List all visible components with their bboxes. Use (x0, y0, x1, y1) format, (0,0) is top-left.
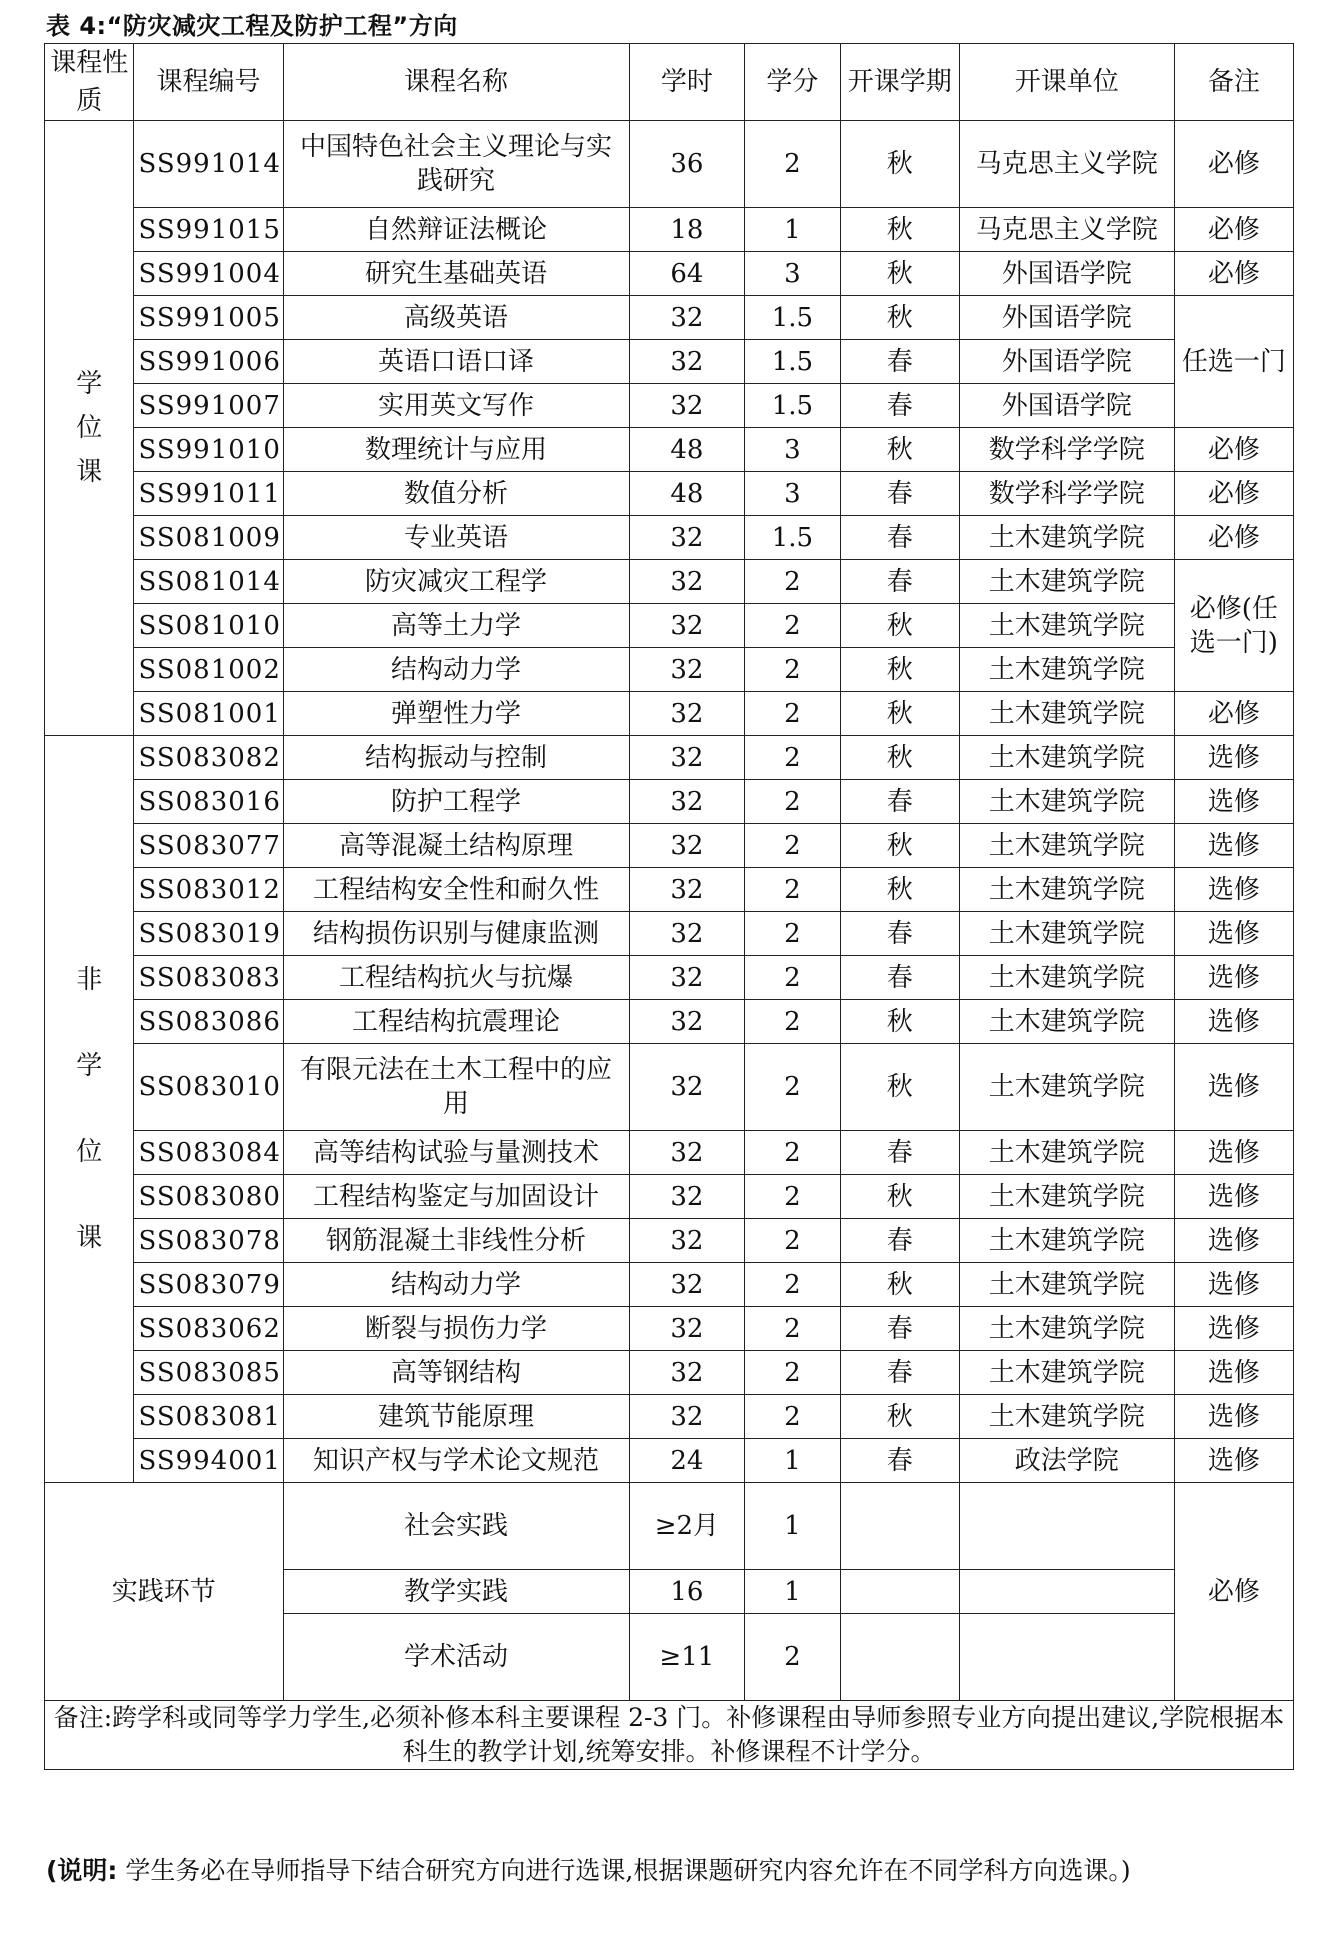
practice-term-empty (840, 1614, 959, 1701)
practice-term-empty (840, 1570, 959, 1614)
course-remark: 选修 (1174, 1351, 1293, 1395)
course-credits: 1 (745, 208, 840, 252)
course-credits: 2 (745, 692, 840, 736)
course-unit: 外国语学院 (959, 252, 1174, 296)
practice-unit-empty (959, 1570, 1174, 1614)
course-name: 钢筋混凝土非线性分析 (283, 1219, 629, 1263)
header-term: 开课学期 (840, 44, 959, 121)
course-unit: 土木建筑学院 (959, 824, 1174, 868)
course-hours: 32 (629, 912, 745, 956)
course-hours: 32 (629, 1044, 745, 1131)
course-code: SS081014 (134, 560, 283, 604)
header-row (45, 44, 1294, 121)
course-hours: 32 (629, 1219, 745, 1263)
table-row (45, 252, 1294, 296)
course-name: 工程结构抗火与抗爆 (283, 956, 629, 1000)
course-unit: 土木建筑学院 (959, 912, 1174, 956)
table-row (45, 1439, 1294, 1483)
course-code: SS081010 (134, 604, 283, 648)
table-row (45, 340, 1294, 384)
practice-name: 学术活动 (283, 1614, 629, 1701)
practice-hours: 16 (629, 1570, 745, 1614)
table-caption: 表 4:“防灾减灾工程及防护工程”方向 (46, 12, 458, 40)
course-hours: 32 (629, 780, 745, 824)
course-hours: 32 (629, 1175, 745, 1219)
course-name: 工程结构安全性和耐久性 (283, 868, 629, 912)
course-code: SS991010 (134, 428, 283, 472)
course-remark: 选修 (1174, 1000, 1293, 1044)
header-unit: 开课单位 (959, 44, 1174, 121)
header-hours: 学时 (629, 44, 745, 121)
course-name: 高等混凝土结构原理 (283, 824, 629, 868)
table-row (45, 1351, 1294, 1395)
course-credits: 2 (745, 1263, 840, 1307)
course-remark: 选修 (1174, 780, 1293, 824)
course-term: 秋 (840, 824, 959, 868)
table-row (45, 736, 1294, 780)
course-unit: 土木建筑学院 (959, 1395, 1174, 1439)
course-code: SS083085 (134, 1351, 283, 1395)
course-unit: 土木建筑学院 (959, 560, 1174, 604)
category-char: 学 (76, 369, 103, 399)
course-unit: 土木建筑学院 (959, 1307, 1174, 1351)
table-row (45, 1000, 1294, 1044)
course-unit: 外国语学院 (959, 384, 1174, 428)
course-credits: 2 (745, 1351, 840, 1395)
course-remark: 选修 (1174, 1263, 1293, 1307)
course-name: 工程结构抗震理论 (283, 1000, 629, 1044)
table-row (45, 1175, 1294, 1219)
course-hours: 36 (629, 121, 745, 208)
course-code: SS081001 (134, 692, 283, 736)
course-term: 春 (840, 956, 959, 1000)
course-unit: 土木建筑学院 (959, 516, 1174, 560)
practice-name: 教学实践 (283, 1570, 629, 1614)
course-remark: 必修 (1174, 428, 1293, 472)
table-row (45, 912, 1294, 956)
course-hours: 32 (629, 340, 745, 384)
course-code: SS083010 (134, 1044, 283, 1131)
course-code: SS081009 (134, 516, 283, 560)
table-row (45, 296, 1294, 340)
course-hours: 32 (629, 604, 745, 648)
course-term: 秋 (840, 208, 959, 252)
practice-term-empty (840, 1483, 959, 1570)
course-credits: 2 (745, 1131, 840, 1175)
course-credits: 1.5 (745, 384, 840, 428)
course-remark: 任选一门 (1174, 296, 1293, 428)
course-hours: 32 (629, 1131, 745, 1175)
header-credits: 学分 (745, 44, 840, 121)
course-credits: 3 (745, 428, 840, 472)
course-credits: 2 (745, 648, 840, 692)
course-credits: 3 (745, 252, 840, 296)
course-term: 春 (840, 1307, 959, 1351)
course-name: 研究生基础英语 (283, 252, 629, 296)
course-unit: 土木建筑学院 (959, 692, 1174, 736)
course-remark: 选修 (1174, 1307, 1293, 1351)
course-unit: 土木建筑学院 (959, 868, 1174, 912)
course-term: 春 (840, 1131, 959, 1175)
course-name: 实用英文写作 (283, 384, 629, 428)
course-name: 结构损伤识别与健康监测 (283, 912, 629, 956)
table-row (45, 648, 1294, 692)
course-unit: 土木建筑学院 (959, 1219, 1174, 1263)
practice-credits: 1 (745, 1483, 840, 1570)
course-term: 秋 (840, 1000, 959, 1044)
course-name: 知识产权与学术论文规范 (283, 1439, 629, 1483)
header-remark: 备注 (1174, 44, 1293, 121)
course-hours: 32 (629, 956, 745, 1000)
course-code: SS991014 (134, 121, 283, 208)
practice-credits: 2 (745, 1614, 840, 1701)
course-code: SS083083 (134, 956, 283, 1000)
course-credits: 2 (745, 736, 840, 780)
table-row (45, 472, 1294, 516)
explanation (46, 1840, 1296, 1902)
course-code: SS991004 (134, 252, 283, 296)
course-remark: 必修 (1174, 472, 1293, 516)
course-term: 春 (840, 912, 959, 956)
course-table (44, 43, 1294, 1770)
course-term: 春 (840, 384, 959, 428)
course-unit: 外国语学院 (959, 296, 1174, 340)
course-name: 有限元法在土木工程中的应用 (283, 1044, 629, 1131)
course-term: 秋 (840, 648, 959, 692)
course-name: 建筑节能原理 (283, 1395, 629, 1439)
practice-hours: ≥2月 (629, 1483, 745, 1570)
course-term: 秋 (840, 692, 959, 736)
course-hours: 64 (629, 252, 745, 296)
course-remark: 必修 (1174, 692, 1293, 736)
course-hours: 32 (629, 824, 745, 868)
course-unit: 土木建筑学院 (959, 1044, 1174, 1131)
course-remark: 选修 (1174, 1439, 1293, 1483)
course-code: SS083086 (134, 1000, 283, 1044)
course-code: SS991011 (134, 472, 283, 516)
course-unit: 土木建筑学院 (959, 956, 1174, 1000)
category-char: 位 (76, 413, 103, 443)
course-unit: 土木建筑学院 (959, 604, 1174, 648)
course-credits: 2 (745, 1000, 840, 1044)
category-char: 位 (76, 1137, 103, 1167)
course-remark: 必修 (1174, 121, 1293, 208)
course-code: SS083082 (134, 736, 283, 780)
course-name: 结构动力学 (283, 1263, 629, 1307)
table-row (45, 1395, 1294, 1439)
course-credits: 2 (745, 121, 840, 208)
course-hours: 32 (629, 868, 745, 912)
course-hours: 32 (629, 1000, 745, 1044)
practice-unit-empty (959, 1483, 1174, 1570)
course-unit: 政法学院 (959, 1439, 1174, 1483)
course-name: 自然辩证法概论 (283, 208, 629, 252)
course-credits: 2 (745, 560, 840, 604)
explanation-text: 学生务必在导师指导下结合研究方向进行选课,根据课题研究内容允许在不同学科方向选课。) (125, 1856, 1131, 1885)
course-credits: 2 (745, 1219, 840, 1263)
note-text: 备注:跨学科或同等学力学生,必须补修本科主要课程 2-3 门。补修课程由导师参照专业方向提出建议,学院根据本科生的教学计划,统筹安排。补修课程不计学分。 (45, 1701, 1294, 1770)
course-hours: 32 (629, 1263, 745, 1307)
course-remark: 必修 (1174, 516, 1293, 560)
course-unit: 土木建筑学院 (959, 1263, 1174, 1307)
course-remark: 选修 (1174, 1131, 1293, 1175)
course-hours: 32 (629, 736, 745, 780)
course-remark: 必修 (1174, 208, 1293, 252)
practice-credits: 1 (745, 1570, 840, 1614)
course-credits: 3 (745, 472, 840, 516)
course-remark: 选修 (1174, 912, 1293, 956)
course-remark: 选修 (1174, 868, 1293, 912)
course-code: SS991015 (134, 208, 283, 252)
course-name: 高等结构试验与量测技术 (283, 1131, 629, 1175)
course-code: SS991005 (134, 296, 283, 340)
table-row (45, 1307, 1294, 1351)
table-row (45, 428, 1294, 472)
course-unit: 土木建筑学院 (959, 1351, 1174, 1395)
course-remark: 选修 (1174, 824, 1293, 868)
course-code: SS083081 (134, 1395, 283, 1439)
course-credits: 2 (745, 1175, 840, 1219)
course-hours: 32 (629, 1307, 745, 1351)
course-term: 秋 (840, 736, 959, 780)
course-remark: 选修 (1174, 1395, 1293, 1439)
course-name: 英语口语口译 (283, 340, 629, 384)
practice-name: 社会实践 (283, 1483, 629, 1570)
course-hours: 32 (629, 692, 745, 736)
course-credits: 2 (745, 1307, 840, 1351)
course-term: 秋 (840, 252, 959, 296)
table-row (45, 516, 1294, 560)
table-row (45, 1263, 1294, 1307)
header-nature: 课程性质 (45, 44, 134, 121)
practice-unit-empty (959, 1614, 1174, 1701)
course-code: SS991007 (134, 384, 283, 428)
course-code: SS083062 (134, 1307, 283, 1351)
course-term: 秋 (840, 428, 959, 472)
course-name: 断裂与损伤力学 (283, 1307, 629, 1351)
course-unit: 马克思主义学院 (959, 121, 1174, 208)
course-term: 秋 (840, 604, 959, 648)
course-term: 秋 (840, 1044, 959, 1131)
course-term: 春 (840, 516, 959, 560)
course-name: 结构动力学 (283, 648, 629, 692)
course-hours: 48 (629, 472, 745, 516)
course-hours: 32 (629, 648, 745, 692)
table-row (45, 1044, 1294, 1131)
course-term: 春 (840, 1439, 959, 1483)
course-name: 数理统计与应用 (283, 428, 629, 472)
course-code: SS081002 (134, 648, 283, 692)
course-credits: 2 (745, 604, 840, 648)
category-char: 非 (76, 965, 103, 995)
course-credits: 2 (745, 824, 840, 868)
course-name: 防灾减灾工程学 (283, 560, 629, 604)
course-unit: 马克思主义学院 (959, 208, 1174, 252)
course-code: SS083012 (134, 868, 283, 912)
course-hours: 32 (629, 384, 745, 428)
course-term: 春 (840, 1351, 959, 1395)
table-row (45, 208, 1294, 252)
course-code: SS083016 (134, 780, 283, 824)
course-hours: 32 (629, 560, 745, 604)
course-term: 秋 (840, 1263, 959, 1307)
course-name: 专业英语 (283, 516, 629, 560)
table-row (45, 780, 1294, 824)
course-credits: 1.5 (745, 340, 840, 384)
practice-remark: 必修 (1174, 1483, 1293, 1701)
course-remark: 必修 (1174, 252, 1293, 296)
course-unit: 外国语学院 (959, 340, 1174, 384)
table-row (45, 560, 1294, 604)
category-degree (45, 121, 134, 736)
explanation-label: (说明: (46, 1856, 118, 1885)
category-non_degree (45, 736, 134, 1483)
course-name: 高等土力学 (283, 604, 629, 648)
course-code: SS083077 (134, 824, 283, 868)
category-char: 学 (76, 1051, 103, 1081)
course-credits: 2 (745, 912, 840, 956)
course-name: 中国特色社会主义理论与实践研究 (283, 121, 629, 208)
course-term: 春 (840, 472, 959, 516)
course-credits: 2 (745, 868, 840, 912)
course-code: SS083080 (134, 1175, 283, 1219)
table-row (45, 868, 1294, 912)
course-unit: 土木建筑学院 (959, 736, 1174, 780)
header-name: 课程名称 (283, 44, 629, 121)
course-hours: 32 (629, 1351, 745, 1395)
course-name: 高等钢结构 (283, 1351, 629, 1395)
table-row (45, 121, 1294, 208)
course-remark: 选修 (1174, 956, 1293, 1000)
course-unit: 土木建筑学院 (959, 1175, 1174, 1219)
course-credits: 1.5 (745, 516, 840, 560)
course-unit: 数学科学学院 (959, 428, 1174, 472)
course-remark: 选修 (1174, 1219, 1293, 1263)
course-name: 防护工程学 (283, 780, 629, 824)
course-term: 春 (840, 560, 959, 604)
course-term: 秋 (840, 296, 959, 340)
course-term: 春 (840, 340, 959, 384)
course-hours: 24 (629, 1439, 745, 1483)
course-remark: 选修 (1174, 1175, 1293, 1219)
course-code: SS991006 (134, 340, 283, 384)
course-code: SS083019 (134, 912, 283, 956)
course-credits: 1 (745, 1439, 840, 1483)
course-credits: 2 (745, 1044, 840, 1131)
course-term: 春 (840, 1219, 959, 1263)
table-row (45, 956, 1294, 1000)
course-remark: 必修(任选一门) (1174, 560, 1293, 692)
category-char: 课 (76, 1223, 103, 1253)
course-term: 秋 (840, 1395, 959, 1439)
note-row (45, 1701, 1294, 1770)
header-code: 课程编号 (134, 44, 283, 121)
course-code: SS083084 (134, 1131, 283, 1175)
course-remark: 选修 (1174, 1044, 1293, 1131)
course-unit: 土木建筑学院 (959, 780, 1174, 824)
course-name: 高级英语 (283, 296, 629, 340)
table-row (45, 1131, 1294, 1175)
course-credits: 2 (745, 780, 840, 824)
course-unit: 土木建筑学院 (959, 648, 1174, 692)
table-row (45, 1219, 1294, 1263)
course-name: 结构振动与控制 (283, 736, 629, 780)
practice-hours: ≥11 (629, 1614, 745, 1701)
table-row (45, 384, 1294, 428)
category-practice: 实践环节 (45, 1483, 284, 1701)
table-row (45, 604, 1294, 648)
course-code: SS994001 (134, 1439, 283, 1483)
table-row (45, 824, 1294, 868)
course-name: 工程结构鉴定与加固设计 (283, 1175, 629, 1219)
table-row (45, 692, 1294, 736)
course-credits: 2 (745, 1395, 840, 1439)
course-unit: 土木建筑学院 (959, 1131, 1174, 1175)
course-hours: 32 (629, 1395, 745, 1439)
course-credits: 1.5 (745, 296, 840, 340)
course-hours: 32 (629, 296, 745, 340)
course-credits: 2 (745, 956, 840, 1000)
course-hours: 18 (629, 208, 745, 252)
course-term: 秋 (840, 868, 959, 912)
course-term: 秋 (840, 1175, 959, 1219)
course-remark: 选修 (1174, 736, 1293, 780)
course-term: 春 (840, 780, 959, 824)
practice-row (45, 1483, 1294, 1570)
course-code: SS083079 (134, 1263, 283, 1307)
course-code: SS083078 (134, 1219, 283, 1263)
course-unit: 数学科学学院 (959, 472, 1174, 516)
course-name: 弹塑性力学 (283, 692, 629, 736)
category-char: 课 (76, 457, 103, 487)
course-hours: 32 (629, 516, 745, 560)
course-unit: 土木建筑学院 (959, 1000, 1174, 1044)
course-name: 数值分析 (283, 472, 629, 516)
course-hours: 48 (629, 428, 745, 472)
course-term: 秋 (840, 121, 959, 208)
